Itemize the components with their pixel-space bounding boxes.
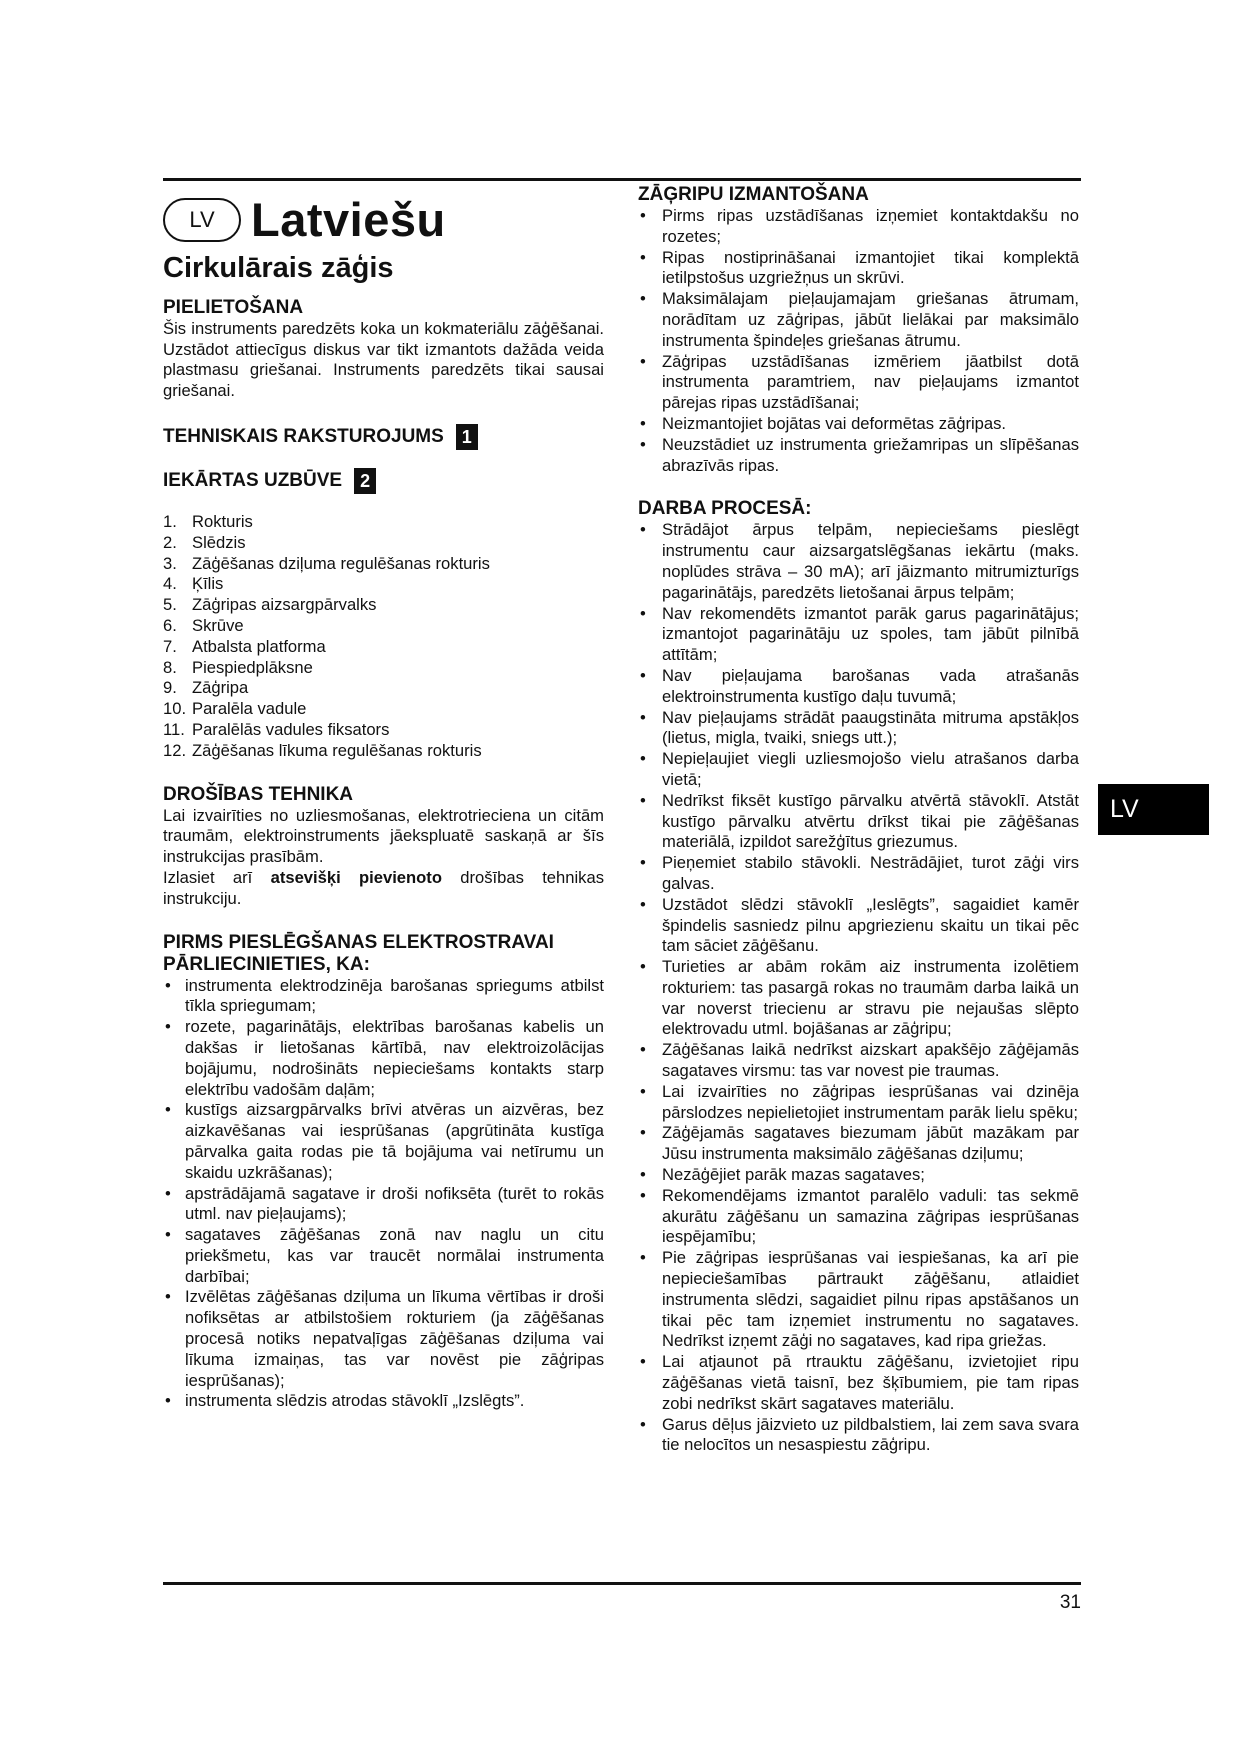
part-number: 2.	[163, 532, 177, 552]
list-item: • Nedrīkst fiksēt kustīgo pārvalku atvērtā stāvoklī. Atstāt kustīgo pārvalku atvērtu drīkst tikai pie zāģēšanas materiālā, izpildot sarežģītus griezumus.	[638, 791, 1079, 853]
page-number: 31	[1059, 1592, 1081, 1613]
part-number: 12.	[163, 740, 187, 760]
list-item: • Nav rekomendēts izmantot parāk garus pagarinātājus; izmantojot pagarinātāju uz spoles, tam jābūt pilnībā attītām;	[638, 604, 1079, 666]
language-code-badge: LV	[163, 198, 241, 242]
list-item: • instrumenta slēdzis atrodas stāvoklī „Izslēgts”.	[163, 1391, 604, 1412]
part-label: Slēdzis	[192, 532, 246, 552]
part-item	[163, 512, 604, 533]
list-item: • Nav pieļaujams strādāt paaugstināta mitruma apstākļos (lietus, migla, tvaiki, sniegs utt.);	[638, 708, 1079, 750]
list-item: • sagataves zāģēšanas zonā nav naglu un citu priekšmetu, kas var traucēt normālai instrumenta darbībai;	[163, 1225, 604, 1287]
document-title: Cirkulārais zāģis	[163, 252, 394, 284]
list-item: • kustīgs aizsargpārvalks brīvi atvēras un aizvēras, bez aizkavēšanas vai iesprūšanas (apgrūtināta kustīga pārvalka gaita rodas pie tā bojājuma vai netīrumu un skaidu uzkrāšanas);	[163, 1100, 604, 1183]
safety-heading: DROŠĪBAS TEHNIKA	[163, 783, 354, 805]
part-label: Zāģripas aizsargpārvalks	[192, 595, 377, 615]
before-connect-list	[163, 976, 604, 1413]
language-title: Latviešu	[251, 192, 446, 246]
list-item: • Maksimālajam pieļaujamajam griešanas ātrumam, norādītam uz zāģripas, jābūt lielākai par maksimālo instrumenta špindeļes griešanas ātrumu.	[638, 289, 1079, 351]
part-item	[163, 616, 604, 637]
part-number: 4.	[163, 574, 177, 594]
part-number: 6.	[163, 615, 177, 635]
parts-list	[163, 512, 604, 762]
usage-heading: PIELIETOŠANA	[163, 296, 304, 318]
part-number: 3.	[163, 553, 177, 573]
part-label: Zāģripa	[192, 678, 249, 698]
list-item: • Lai izvairīties no zāģripas iesprūšanas vai dzinēja pārslodzes nepielietojiet instrumentam parāk lielu spēku;	[638, 1082, 1079, 1124]
list-item: • Pie zāģripas iesprūšanas vai iespiešanas, ka arī pie nepieciešamības pārtraukt zāģēšanu, atlaidiet instrumenta slēdzi, sagaidiet pilnu ripas apstāšanos un tikai pēc tam izņemiet instrumentu no sagataves. Nedrīkst izņemt zāģi no sagataves, kad ripa griežas.	[638, 1248, 1079, 1352]
part-label: Paralēlās vadules fiksators	[192, 719, 390, 739]
part-item	[163, 595, 604, 616]
figure-number-badge: 2	[354, 468, 376, 494]
list-item: • Pirms ripas uzstādīšanas izņemiet kontaktdakšu no rozetes;	[638, 206, 1079, 248]
language-header	[163, 190, 604, 250]
list-item: • Lai atjaunot pā rtrauktu zāģēšanu, izvietojiet ripu zāģēšanas vietā taisnī, bez šķībumiem, pie tam ripas zobi nedrīkst skārt sagataves materiālu.	[638, 1352, 1079, 1414]
list-item: • Zāģripas uzstādīšanas izmēriem jāatbilst dotā instrumenta paramtriem, nav pieļaujams izmantot pārejas ripas uzstādīšanai;	[638, 352, 1079, 414]
list-item: • Uzstādot slēdzi stāvoklī „Ieslēgts”, sagaidiet kamēr špindelis sasniedz pilnu apgriezienu skaitu un tikai pēc tam sāciet zāģēšanu.	[638, 895, 1079, 957]
left-column	[163, 184, 604, 1412]
list-item: • instrumenta elektrodzinēja barošanas spriegums atbilst tīkla spriegumam;	[163, 976, 604, 1018]
part-label: Piespiedplāksne	[192, 657, 313, 677]
usage-text: Šis instruments paredzēts koka un kokmateriālu zāģēšanai. Uzstādot attiecīgus diskus var tikt izmantots dažāda veida plastmasu griešanai. Instruments paredzēts tikai sausai griešanai.	[163, 318, 604, 401]
list-item: • Rekomendējams izmantot paralēlo vaduli: tas sekmē akurātu zāģēšanu un samazina zāģripas iesprūšanas iespējamību;	[638, 1186, 1079, 1248]
list-item: • Neuzstādiet uz instrumenta griežamripas un slīpēšanas abrazīvās ripas.	[638, 435, 1079, 477]
list-item: • Ripas nostiprināšanai izmantojiet tikai komplektā ietilpstošus uzgriežņus un skrūvi.	[638, 248, 1079, 290]
list-item: • Zāģēšanas laikā nedrīkst aizskart apakšējo zāģējamās sagataves virsmu: tas var novest pie traumas.	[638, 1040, 1079, 1082]
figure-number-badge: 1	[456, 424, 478, 450]
safety-text: Lai izvairīties no uzliesmošanas, elektrotrieciena un citām traumām, elektroinstruments jāekspluatē saskaņā ar šīs instrukcijas prasībām.	[163, 805, 604, 867]
safety-text-part: drošības tehnikas instrukciju.	[163, 867, 605, 908]
part-number: 5.	[163, 595, 177, 615]
list-item: • Zāģējamās sagataves biezumam jābūt mazākam par Jūsu instrumenta maksimālo zāģēšanas dziļumu;	[638, 1123, 1079, 1165]
part-item	[163, 658, 604, 679]
safety-section	[163, 784, 604, 910]
blades-list	[638, 206, 1079, 476]
safety-text-extra	[163, 868, 604, 910]
right-column	[638, 184, 1079, 1456]
part-item	[163, 533, 604, 554]
part-item	[163, 554, 604, 575]
specs-heading	[163, 424, 604, 450]
list-item: • Turieties ar abām rokām aiz instrumenta izolētiem rokturiem: tas pasargā rokas no traumām darba laikā un var noverst triecienu ar stravu pie nejaušas slēpto elektrovadu utml. bojāšanas ar zāģripu;	[638, 957, 1079, 1040]
part-item	[163, 741, 604, 762]
part-number: 8.	[163, 657, 177, 677]
before-connect-section	[163, 932, 604, 1413]
device-section	[163, 468, 604, 762]
device-heading	[163, 468, 604, 494]
part-label: Zāģēšanas dziļuma regulēšanas rokturis	[192, 553, 490, 573]
part-number: 10.	[163, 699, 187, 719]
part-label: Rokturis	[192, 511, 253, 531]
list-item: • Pieņemiet stabilo stāvokli. Nestrādājiet, turot zāģi virs galvas.	[638, 853, 1079, 895]
part-item	[163, 678, 604, 699]
part-item	[163, 699, 604, 720]
before-connect-heading: PIRMS PIESLĒGŠANAS ELEKTROSTRAVAI PĀRLIECINIETIES, KA:	[163, 931, 554, 975]
part-label: Ķīlis	[192, 574, 224, 594]
top-rule	[163, 178, 1081, 181]
list-item: • Nepieļaujiet viegli uzliesmojošo vielu atrašanos darba vietā;	[638, 749, 1079, 791]
part-number: 11.	[163, 719, 185, 739]
safety-text-part: Izlasiet arī	[163, 867, 271, 887]
list-item: • rozete, pagarinātājs, elektrības barošanas kabelis un dakšas ir lietošanas kārtībā, nav elektroizolācijas bojājumu, nodrošināts nepieciešams kontakts starp elektrību vadošām daļām;	[163, 1017, 604, 1100]
work-heading: DARBA PROCESĀ:	[638, 498, 812, 520]
part-label: Zāģēšanas līkuma regulēšanas rokturis	[192, 740, 482, 760]
specs-heading-text: TEHNISKAIS RAKSTUROJUMS	[163, 426, 444, 447]
list-item: • Nezāģējiet parāk mazas sagataves;	[638, 1165, 1079, 1186]
specs-section	[163, 424, 604, 450]
part-label: Skrūve	[192, 615, 244, 635]
blades-section	[638, 184, 1079, 476]
part-number: 9.	[163, 678, 177, 698]
work-section	[638, 498, 1079, 1456]
list-item: • Garus dēļus jāizvieto uz pildbalstiem, lai zem sava svara tie nelocītos un nesaspiestu zāģripu.	[638, 1415, 1079, 1457]
device-heading-text: IEKĀRTAS UZBŪVE	[163, 470, 343, 491]
part-label: Paralēla vadule	[192, 699, 307, 719]
part-item	[163, 574, 604, 595]
bottom-rule	[163, 1582, 1081, 1585]
blades-heading: ZĀĢRIPU IZMANTOŠANA	[638, 184, 869, 205]
list-item: • apstrādājamā sagatave ir droši nofiksēta (turēt to rokās utml. nav pieļaujams);	[163, 1184, 604, 1226]
part-number: 7.	[163, 636, 177, 656]
usage-section	[163, 297, 604, 402]
work-list	[638, 520, 1079, 1456]
part-number: 1.	[163, 511, 177, 531]
part-item	[163, 637, 604, 658]
language-side-tab: LV	[1098, 784, 1209, 835]
part-item	[163, 720, 604, 741]
list-item: • Strādājot ārpus telpām, nepieciešams pieslēgt instrumentu caur aizsargatslēgšanas iekārtu (maks. noplūdes strāva – 30 mA); arī jāizmanto mitrumizturīgs pagarinātājs, paredzēts lietošanai ārpus telpām;	[638, 520, 1079, 603]
list-item: • Izvēlētas zāģēšanas dziļuma un līkuma vērtības ir droši nofiksētas ar atbilstošiem rokturiem (ja zāģēšanas procesā notiks nepatvaļīgas zāģēšanas dziļuma vai līkuma izmaiņas, tas var novēst pie zāģripas iesprūšanas);	[163, 1287, 604, 1391]
list-item: • Nav pieļaujama barošanas vada atrašanās elektroinstrumenta kustīgo daļu tuvumā;	[638, 666, 1079, 708]
list-item: • Neizmantojiet bojātas vai deformētas zāģripas.	[638, 414, 1079, 435]
part-label: Atbalsta platforma	[192, 636, 326, 656]
safety-text-bold: atsevišķi pievienoto	[270, 867, 442, 887]
